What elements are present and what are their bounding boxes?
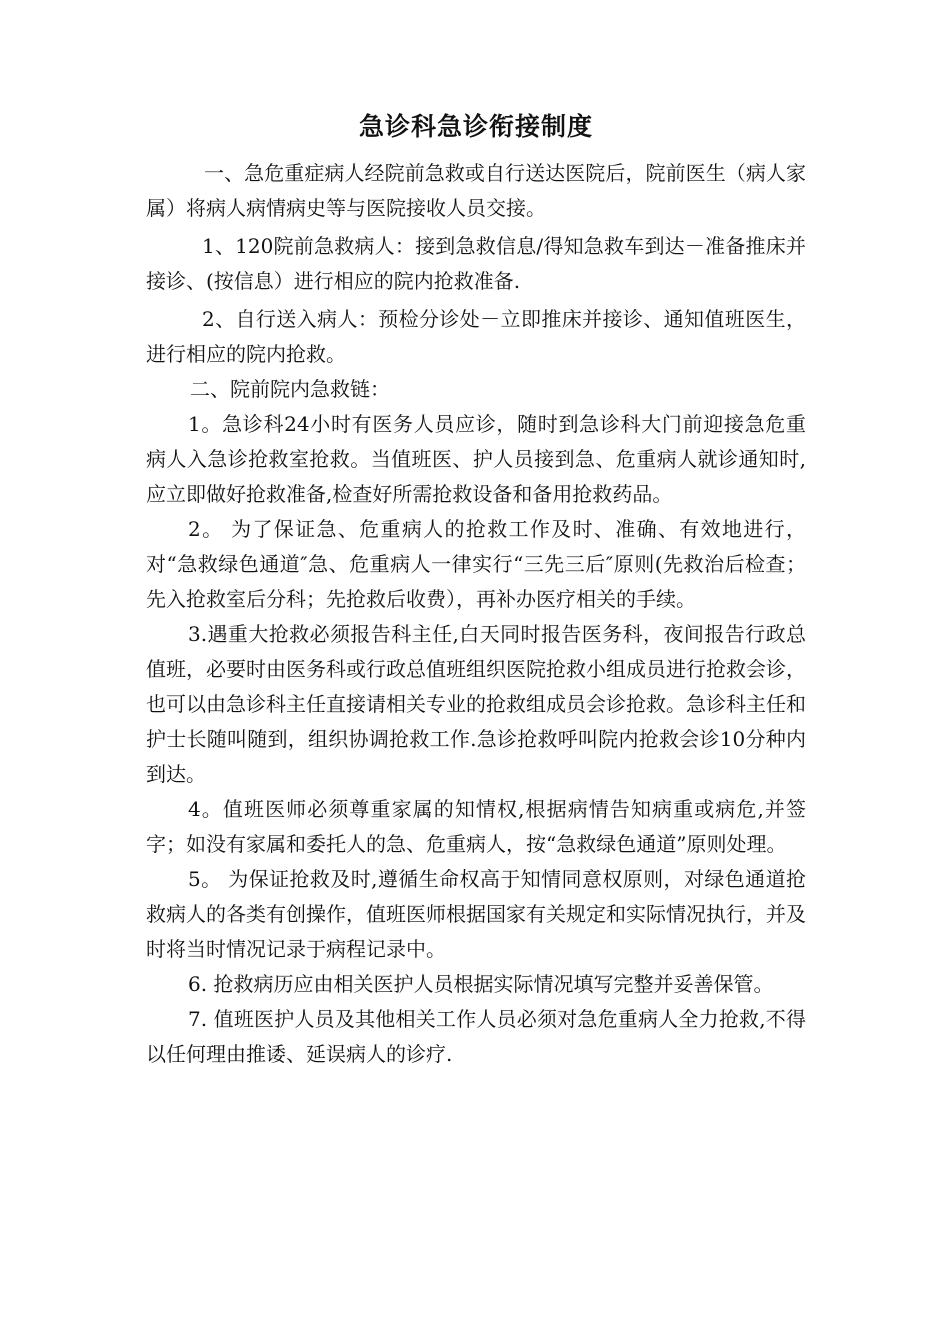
- paragraph-item-3: 3.遇重大抢救必须报告科主任,白天同时报告医务科，夜间报告行政总值班，必要时由医务科或行政总值班组织医院抢救小组成员进行抢救会诊，也可以由急诊科主任直接请相关专业的抢救组成员会诊抢救。急诊科主任和护士长随叫随到，组织协调抢救工作.急诊抢救呼叫院内抢救会诊10分种内到达。: [146, 622, 806, 786]
- paragraph-item-5: 5。 为保证抢救及时,遵循生命权高于知情同意权原则，对绿色通道抢救病人的各类有创操作，值班医师根据国家有关规定和实际情况执行，并及时将当时情况记录于病程记录中。: [146, 867, 806, 961]
- paragraph-item-6: 6. 抢救病历应由相关医护人员根据实际情况填写完整并妥善保管。: [188, 972, 774, 996]
- paragraph-item-7: 7. 值班医护人员及其他相关工作人员必须对急危重病人全力抢救,不得以任何理由推诿、延误病人的诊疗.: [146, 1007, 806, 1066]
- paragraph-item-1: 1。急诊科24小时有医务人员应诊，随时到急诊科大门前迎接急危重病人入急诊抢救室抢救。当值班医、护人员接到急、危重病人就诊通知时,应立即做好抢救准备,检查好所需抢救设备和备用抢救药品。: [146, 412, 806, 506]
- paragraph-section-1: 一、急危重症病人经院前急救或自行送达医院后，院前医生（病人家属）将病人病情病史等与医院接收人员交接。: [146, 161, 806, 220]
- paragraph-item-2: 2。 为了保证急、危重病人的抢救工作及时、准确、有效地进行， 对“急救绿色通道″急、危重病人一律实行“三先三后″原则(先救治后检查；先入抢救室后分科；先抢救后收费），再补办医疗相关的手续。: [146, 517, 806, 611]
- document-page: [146, 112, 806, 1072]
- paragraph-item-4: 4。值班医师必须尊重家属的知情权,根据病情告知病重或病危,并签字；如没有家属和委托人的急、危重病人，按“急救绿色通道”原则处理。: [146, 797, 806, 856]
- paragraph-self-arrival-patients: 2、自行送入病人：预检分诊处－立即推床并接诊、通知值班医生，进行相应的院内抢救。: [146, 307, 806, 366]
- paragraph-section-2: 二、院前院内急救链：: [190, 377, 390, 401]
- document-title: 急诊科急诊衔接制度: [358, 112, 593, 141]
- paragraph-prehospital-patients: 1、120院前急救病人：接到急救信息/得知急救车到达－准备推床并接诊、(按信息）进行相应的院内抢救准备.: [146, 234, 806, 293]
